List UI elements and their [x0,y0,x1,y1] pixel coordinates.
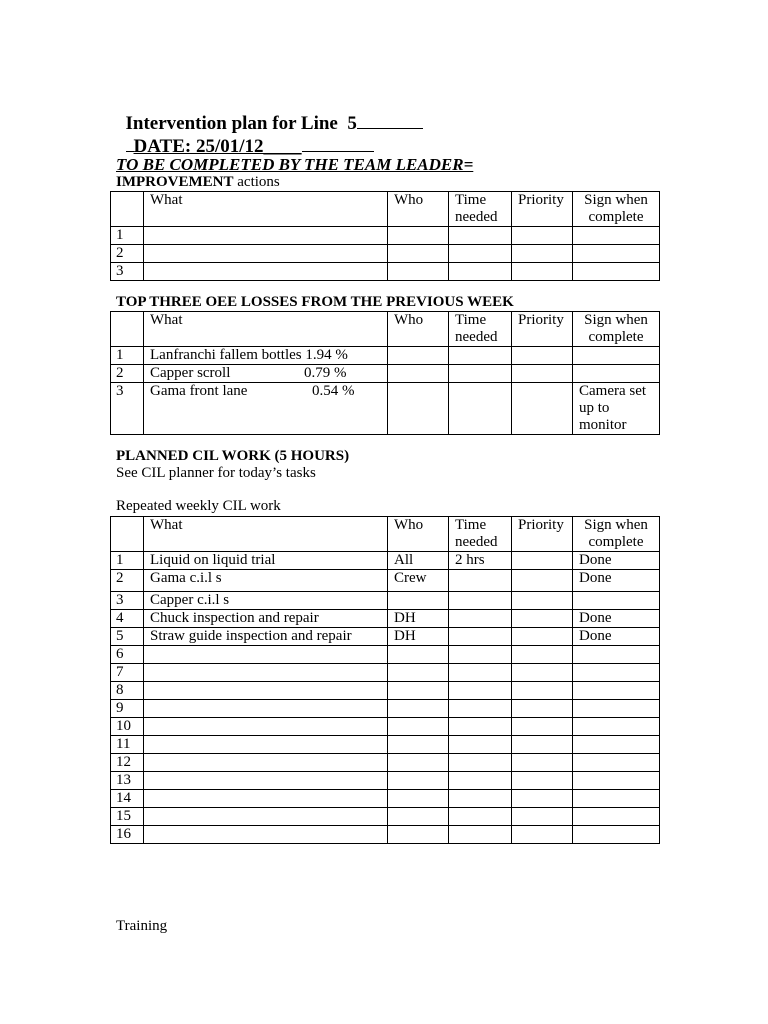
oee-losses-table [110,311,660,435]
cell-sign[interactable]: Done [573,628,660,646]
table-row [111,263,660,281]
table-row [111,570,660,592]
cell-sign[interactable] [573,347,660,365]
cell-time[interactable] [449,772,512,790]
cell-priority[interactable] [512,263,573,281]
cell-what[interactable] [144,365,388,383]
table-row [111,682,660,700]
loss-value: 0.79 % [304,365,347,381]
cell-time[interactable] [449,700,512,718]
cell-time[interactable] [449,826,512,844]
header-num [111,312,144,347]
loss-name: Lanfranchi fallem bottles [150,347,302,363]
header-what: What [144,192,388,227]
loss-value: 0.54 % [312,383,355,399]
table-row [111,628,660,646]
row-number: 2 [111,570,144,592]
table-row [111,736,660,754]
table-row [111,826,660,844]
row-number: 2 [111,365,144,383]
cell-sign[interactable] [573,772,660,790]
row-number: 11 [111,736,144,754]
table-row [111,646,660,664]
header-who: Who [388,517,449,552]
header-num [111,517,144,552]
improvement-label [116,174,280,191]
cell-time[interactable] [449,664,512,682]
cell-priority[interactable] [512,736,573,754]
table-header-row [111,312,660,347]
cell-who[interactable] [388,347,449,365]
row-number: 7 [111,664,144,682]
cell-what[interactable] [144,736,388,754]
cell-time[interactable] [449,592,512,610]
cell-sign[interactable] [573,736,660,754]
table-header-row [111,192,660,227]
cell-what[interactable]: Liquid on liquid trial [144,552,388,570]
cell-who[interactable] [388,718,449,736]
oee-heading: TOP THREE OEE LOSSES FROM THE PREVIOUS WEEK [116,294,514,310]
cell-what[interactable] [144,646,388,664]
row-number: 1 [111,552,144,570]
cell-who[interactable]: DH [388,628,449,646]
improvement-label-bold: IMPROVEMENT [116,174,234,190]
header-num [111,192,144,227]
cell-priority[interactable] [512,610,573,628]
header-what: What [144,517,388,552]
row-number: 1 [111,227,144,245]
cell-what[interactable]: Straw guide inspection and repair [144,628,388,646]
cell-time[interactable] [449,718,512,736]
row-number: 12 [111,754,144,772]
cell-time[interactable] [449,383,512,435]
cell-sign[interactable] [573,790,660,808]
header-time-needed: Time needed [449,192,512,227]
row-number: 14 [111,790,144,808]
loss-value: 1.94 % [305,347,348,363]
table-header-row [111,517,660,552]
cell-priority[interactable] [512,826,573,844]
cell-sign[interactable] [573,227,660,245]
row-number: 8 [111,682,144,700]
table-row [111,808,660,826]
cell-who[interactable] [388,772,449,790]
table-row [111,365,660,383]
improvement-label-rest: actions [233,174,280,190]
cell-time[interactable] [449,808,512,826]
cell-who[interactable] [388,808,449,826]
header-what: What [144,312,388,347]
cell-sign[interactable] [573,245,660,263]
cell-sign[interactable] [573,682,660,700]
header-sign-when-complete: Sign when complete [573,192,660,227]
header-who: Who [388,192,449,227]
cell-sign[interactable] [573,646,660,664]
row-number: 3 [111,383,144,435]
cell-sign[interactable]: Camera set up to monitor [573,383,660,435]
repeated-cil-label: Repeated weekly CIL work [116,498,281,514]
cell-what[interactable]: Capper c.i.l s [144,592,388,610]
cell-who[interactable] [388,592,449,610]
date-line [116,112,374,158]
training-label: Training [116,918,168,934]
cell-who[interactable] [388,664,449,682]
cell-who[interactable] [388,754,449,772]
cell-sign[interactable] [573,808,660,826]
header-who: Who [388,312,449,347]
cell-what[interactable] [144,682,388,700]
cell-who[interactable] [388,682,449,700]
header-sign-when-complete: Sign when complete [573,517,660,552]
row-number: 4 [111,610,144,628]
cil-work-table [110,516,660,844]
table-row [111,245,660,263]
cell-what[interactable] [144,772,388,790]
table-row [111,347,660,365]
cell-what[interactable] [144,664,388,682]
cell-what[interactable] [144,227,388,245]
cell-priority[interactable] [512,772,573,790]
cil-heading: PLANNED CIL WORK (5 HOURS) [116,448,350,464]
cell-time[interactable] [449,245,512,263]
cell-time[interactable] [449,227,512,245]
row-number: 1 [111,347,144,365]
cell-what[interactable] [144,263,388,281]
row-number: 16 [111,826,144,844]
team-leader-heading: TO BE COMPLETED BY THE TEAM LEADER= [116,155,474,174]
cell-priority[interactable] [512,365,573,383]
cell-time[interactable] [449,263,512,281]
cell-who[interactable] [388,383,449,435]
table-row [111,227,660,245]
cell-who[interactable] [388,790,449,808]
cell-priority[interactable] [512,552,573,570]
cell-priority[interactable] [512,682,573,700]
table-row [111,718,660,736]
cell-priority[interactable] [512,570,573,592]
cell-what[interactable] [144,808,388,826]
cell-sign[interactable] [573,826,660,844]
cell-what[interactable] [144,383,388,435]
table-row [111,664,660,682]
cell-what[interactable] [144,700,388,718]
row-number: 13 [111,772,144,790]
table-row [111,592,660,610]
cell-sign[interactable]: Done [573,570,660,592]
cell-time[interactable] [449,682,512,700]
cil-planner-note: See CIL planner for today’s tasks [116,465,316,481]
row-number: 9 [111,700,144,718]
header-priority: Priority [512,517,573,552]
cell-priority[interactable] [512,383,573,435]
row-number: 6 [111,646,144,664]
header-time-needed: Time needed [449,517,512,552]
loss-name: Capper scroll [150,365,231,381]
improvement-table [110,191,660,281]
cell-priority[interactable] [512,592,573,610]
row-number: 5 [111,628,144,646]
table-row [111,552,660,570]
date-underline [302,134,374,152]
row-number: 10 [111,718,144,736]
cell-time[interactable] [449,610,512,628]
cell-what[interactable] [144,754,388,772]
header-priority: Priority [512,192,573,227]
table-row [111,610,660,628]
cell-priority[interactable] [512,245,573,263]
cell-time[interactable] [449,570,512,592]
cell-time[interactable] [449,736,512,754]
cell-who[interactable]: All [388,552,449,570]
cell-time[interactable] [449,347,512,365]
cell-what[interactable] [144,347,388,365]
cell-time[interactable] [449,365,512,383]
cell-sign[interactable] [573,718,660,736]
header-sign-when-complete: Sign when complete [573,312,660,347]
cell-sign[interactable] [573,263,660,281]
cell-sign[interactable] [573,700,660,718]
row-number: 3 [111,592,144,610]
cell-who[interactable] [388,826,449,844]
cell-who[interactable] [388,365,449,383]
cell-time[interactable] [449,754,512,772]
date-text: DATE: 25/01/12____ [133,136,302,157]
table-row [111,772,660,790]
table-row [111,700,660,718]
cell-who[interactable] [388,263,449,281]
date-leading-underline [126,134,134,152]
cell-what[interactable] [144,245,388,263]
cell-who[interactable] [388,736,449,754]
cell-time[interactable]: 2 hrs [449,552,512,570]
cell-priority[interactable] [512,718,573,736]
cell-priority[interactable] [512,700,573,718]
cell-what[interactable]: Gama c.i.l s [144,570,388,592]
cell-what[interactable]: Chuck inspection and repair [144,610,388,628]
row-number: 15 [111,808,144,826]
cell-sign[interactable] [573,592,660,610]
cell-time[interactable] [449,790,512,808]
cell-priority[interactable] [512,347,573,365]
table-row [111,754,660,772]
cell-sign[interactable] [573,365,660,383]
cell-what[interactable] [144,826,388,844]
cell-sign[interactable] [573,754,660,772]
cell-priority[interactable] [512,646,573,664]
cell-sign[interactable] [573,664,660,682]
cell-priority[interactable] [512,754,573,772]
loss-name: Gama front lane [150,383,248,399]
title-text: Intervention plan for Line 5 [125,113,357,134]
cell-priority[interactable] [512,808,573,826]
cell-priority[interactable] [512,227,573,245]
cell-time[interactable] [449,646,512,664]
cell-what[interactable] [144,718,388,736]
cell-time[interactable] [449,628,512,646]
cell-priority[interactable] [512,628,573,646]
cell-who[interactable] [388,700,449,718]
header-priority: Priority [512,312,573,347]
cell-who[interactable] [388,245,449,263]
cell-priority[interactable] [512,790,573,808]
table-row [111,383,660,435]
cell-who[interactable]: DH [388,610,449,628]
cell-who[interactable] [388,646,449,664]
cell-sign[interactable]: Done [573,552,660,570]
cell-who[interactable] [388,227,449,245]
row-number: 3 [111,263,144,281]
cell-who[interactable]: Crew [388,570,449,592]
cell-priority[interactable] [512,664,573,682]
table-row [111,790,660,808]
row-number: 2 [111,245,144,263]
cell-what[interactable] [144,790,388,808]
header-time-needed: Time needed [449,312,512,347]
cell-sign[interactable]: Done [573,610,660,628]
